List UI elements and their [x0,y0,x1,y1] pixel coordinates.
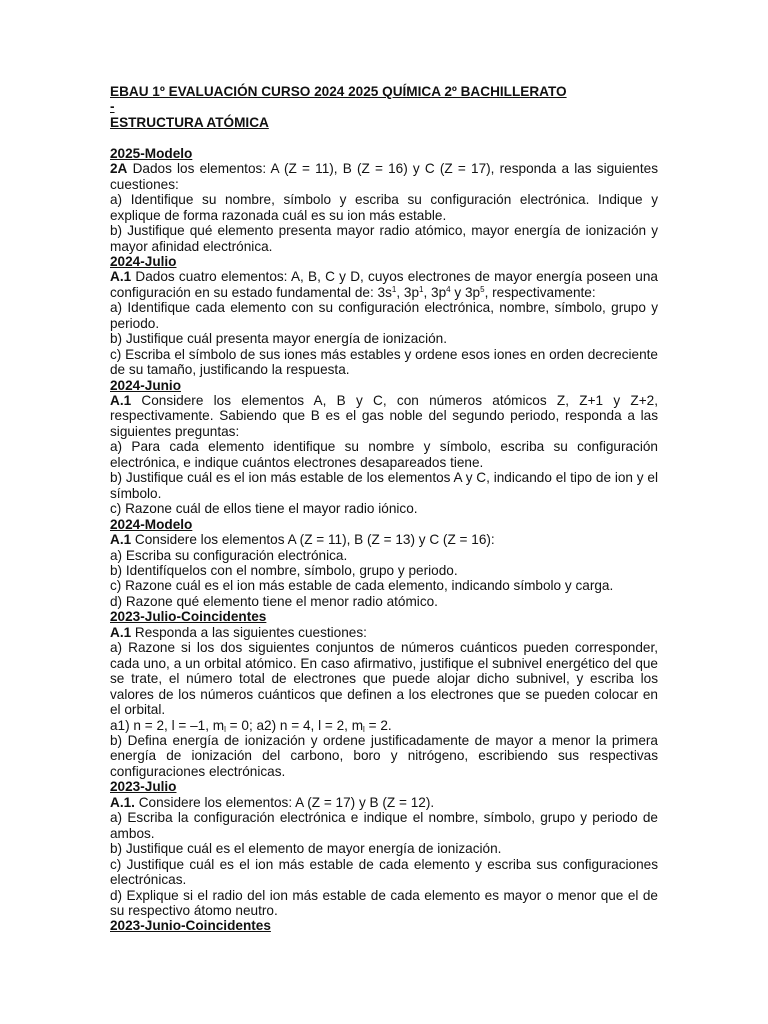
question-item: a) Para cada elemento identifique su nombre y símbolo, escriba su configuración electrónica, e indique cuántos electrones desapareados tiene. [110,439,658,470]
question-item: a) Escriba su configuración electrónica. [110,547,348,563]
exam-heading-2023-julio: 2023-Julio [110,779,177,795]
exam-heading-2024-modelo: 2024-Modelo [110,516,193,532]
question-item: a) Escriba la configuración electrónica e indique el nombre, símbolo, grupo y periodo de ambos. [110,810,658,841]
question-text: Considere los elementos A, B y C, con números atómicos Z, Z+1 y Z+2, respectivamente. Sabiendo que B es el gas noble del segundo periodo, responda a las siguientes preguntas: [110,393,658,439]
question-item: a) Razone si los dos siguientes conjuntos de números cuánticos pueden corresponder, cada uno, a un orbital atómico. En caso afirmativo, justifique el subnivel energético del que se trate, el número total de electrones que puede alojar dicho subnivel, y escriba los valores de los números cuánticos que definen a los electrones que se pueden colocar en el orbital. [110,640,658,718]
superscript: 1 [419,284,424,294]
question-item: b) Defina energía de ionización y ordene justificadamente de mayor a menor la primera energía de ionización del carbono, boro y nitrógeno, escribiendo sus respectivas configuraciones electrónicas. [110,733,658,779]
question-label: A.1 [110,624,132,640]
question-statement [110,625,658,640]
question-item: a) Identifique su nombre, símbolo y escriba su configuración electrónica. Indique y explique de forma razonada cuál es su ion más estable. [110,192,658,223]
question-text: Dados cuatro elementos: A, B, C y D, cuyos electrones de mayor energía poseen una configuración en su estado fundamental de: 3s [110,269,658,300]
question-item: d) Explique si el radio del ion más estable de cada elemento es mayor o menor que el de su respectivo átomo neutro. [110,887,658,918]
superscript: 5 [480,284,485,294]
question-item: c) Justifique cuál es el ion más estable de cada elemento y escriba sus configuraciones electrónicas. [110,856,658,888]
question-item: b) Justifique cuál presenta mayor energía de ionización. [110,331,448,347]
question-label: A.1 [110,532,132,548]
question-item: b) Justifique cuál es el elemento de mayor energía de ionización. [110,841,502,857]
question-text: Responda a las siguientes cuestiones: [131,624,367,640]
question-text: , 3p [423,284,447,300]
subscript: l [363,724,365,734]
document-subtitle: ESTRUCTURA ATÓMICA [110,114,269,130]
question-item: c) Razone cuál de ellos tiene el mayor radio iónico. [110,501,418,517]
separator-mark: - [110,99,115,115]
exam-heading-2024-julio: 2024-Julio [110,253,177,269]
question-statement [110,532,658,547]
question-statement [110,161,658,192]
question-item: b) Justifique cuál es el ion más estable de los elementos A y C, indicando el tipo de ion y el símbolo. [110,470,658,501]
question-text: y 3p [450,284,481,300]
document-title: EBAU 1º EVALUACIÓN CURSO 2024 2025 QUÍMICA 2º BACHILLERATO [110,84,567,99]
question-statement [110,795,658,810]
question-text: Considere los elementos A (Z = 11), B (Z = 13) y C (Z = 16): [131,532,495,548]
exam-heading-2024-junio: 2024-Junio [110,377,182,393]
question-text: Dados los elementos: A (Z = 11), B (Z = 16) y C (Z = 17), responda a las siguientes cuestiones: [110,161,658,192]
exam-heading-2023-julio-coincidentes: 2023-Julio-Coincidentes [110,609,267,625]
question-item: a) Identifique cada elemento con su configuración electrónica, nombre, símbolo, grupo y periodo. [110,300,658,331]
quantum-text: a1) n = 2, l = –1, m [110,717,225,733]
question-item: d) Razone qué elemento tiene el menor radio atómico. [110,593,438,609]
question-statement [110,269,658,300]
question-item: b) Identifíquelos con el nombre, símbolo, grupo y periodo. [110,563,458,579]
exam-heading-2023-junio-coincidentes: 2023-Junio-Coincidentes [110,918,271,934]
exam-heading-2025-modelo: 2025-Modelo [110,145,193,161]
question-text: , respectivamente: [484,284,596,300]
question-item: c) Escriba el símbolo de sus iones más estables y ordene esos iones en orden decreciente de su tamaño, justificando la respuesta. [110,346,658,378]
question-text: , 3p [396,284,420,300]
question-label: A.1 [110,269,132,285]
blank-line [110,130,658,145]
question-item: c) Razone cuál es el ion más estable de cada elemento, indicando símbolo y carga. [110,578,614,594]
question-item: b) Justifique qué elemento presenta mayor radio atómico, mayor energía de ionización y mayor afinidad electrónica. [110,223,658,254]
superscript: 1 [391,284,397,294]
question-label: A.1. [110,794,135,810]
question-label: A.1 [110,393,132,409]
question-text: Considere los elementos: A (Z = 17) y B (Z = 12). [134,794,435,810]
superscript: 4 [446,284,451,294]
document-page [110,84,658,934]
subscript: l [224,724,226,734]
quantum-text: = 0; a2) n = 4, l = 2, m [225,717,364,733]
question-statement [110,393,658,439]
quantum-numbers-line [110,718,658,733]
quantum-text: = 2. [364,717,392,733]
question-label: 2A [110,161,128,177]
